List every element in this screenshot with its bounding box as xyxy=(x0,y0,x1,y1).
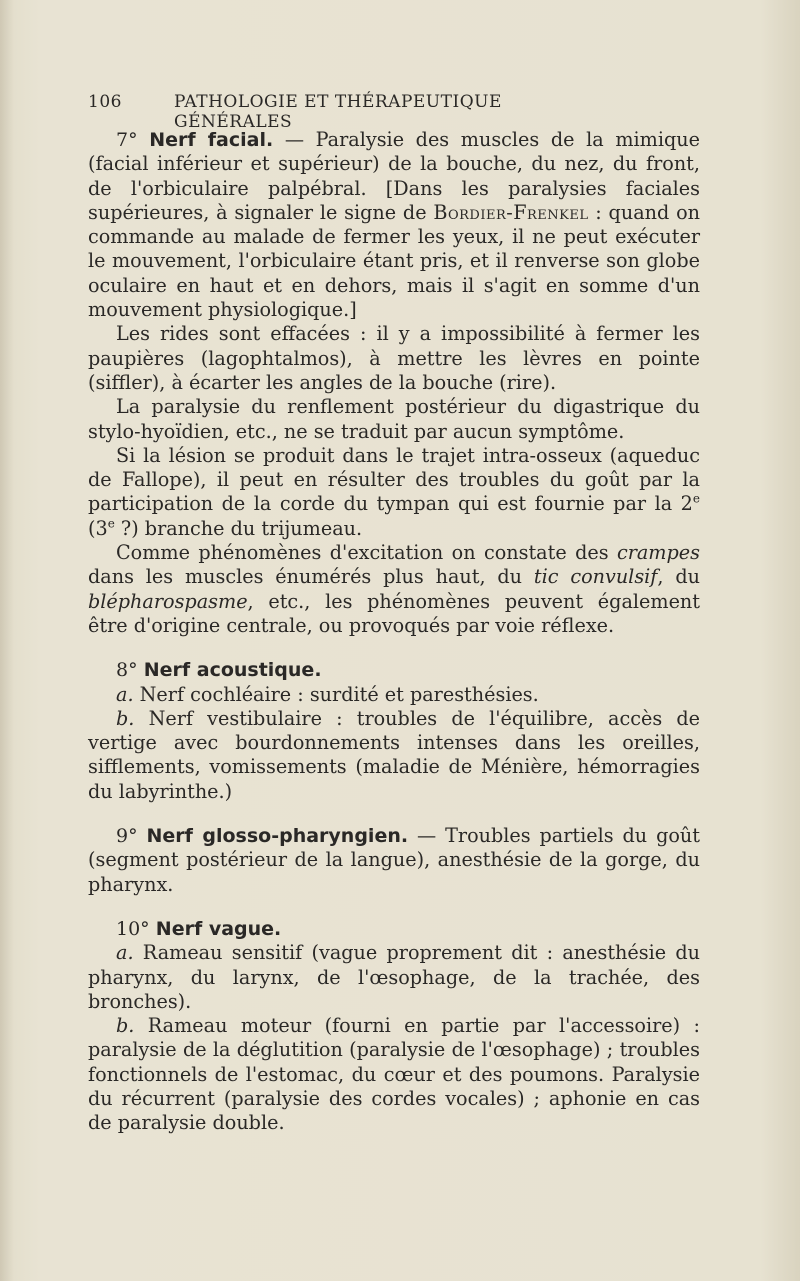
vagus-heading xyxy=(88,917,700,941)
item-label: a. xyxy=(116,682,134,706)
acoustic-item-b xyxy=(88,707,700,804)
italic-term: tic convulsif xyxy=(533,565,658,589)
vagus-item-a xyxy=(88,941,700,1014)
text-run: (3 xyxy=(88,516,108,540)
running-title: PATHOLOGIE ET THÉRAPEUTIQUE GÉNÉRALES xyxy=(174,92,502,132)
page-number: 106 xyxy=(88,92,122,112)
facial-paragraph-1 xyxy=(88,128,700,322)
author-name: Bordier-Frenkel xyxy=(433,200,589,224)
text-run: Si la lésion se produit dans le trajet intra-osseux (aqueduc de Fallope), il peut en résulter des troubles du goût par la participation de la corde du tympan qui est fournie par la 2 xyxy=(88,443,700,516)
superscript: e xyxy=(692,492,700,507)
text-run: Comme phénomènes d'excitation on constate des xyxy=(116,541,617,565)
section-title-vagus: Nerf vague. xyxy=(155,917,282,940)
item-label: b. xyxy=(116,1014,135,1038)
facial-paragraph-4 xyxy=(88,444,700,541)
section-title-acoustic: Nerf acoustique. xyxy=(143,659,322,682)
glossopharyngeal-paragraph xyxy=(88,824,700,897)
text-run: , etc., les phénomènes peuvent également être d'origine centrale, ou provoqués par voie réflexe. xyxy=(88,589,700,637)
section-title-glossopharyngeal: Nerf glosso-pharyngien. xyxy=(146,825,409,848)
text-run: dans les muscles énumérés plus haut, du xyxy=(88,565,534,589)
item-label: b. xyxy=(116,706,135,730)
facial-paragraph-3: La paralysie du renflement postérieur du digastrique du stylo-hyoïdien, etc., ne se traduit par aucun symptôme. xyxy=(88,395,700,443)
facial-paragraph-2: Les rides sont effacées : il y a impossibilité à fermer les paupières (lagophtalmos), à mettre les lèvres en pointe (siffler), à écarter les angles de la bouche (rire). xyxy=(88,322,700,394)
facial-paragraph-5 xyxy=(88,541,700,638)
text-run: : quand on commande au malade de fermer les yeux, il ne peut exécuter le mouvement, l'orbiculaire étant pris, et il renverse son globe oculaire en haut et en dehors, mais il s'agit en somme d'un mouvement physiologique.] xyxy=(88,200,700,322)
text-run: Rameau moteur (fourni en partie par l'accessoire) : paralysie de la déglutition (paralysie de l'œsophage) ; troubles fonctionnels de l'estomac, du cœur et des poumons. Paralysie du récurrent (paralysie des cordes vocales) ; aphonie en cas de paralysie double. xyxy=(88,1014,700,1135)
text-run: Nerf cochléaire : surdité et paresthésies. xyxy=(133,682,539,706)
text-run: — Paralysie des muscles de la mimique (facial inférieur et supérieur) de la bouche, du nez, du front, de l'orbiculaire palpébral. [Dans les paralysies faciales supérieures, à signaler le signe de xyxy=(88,128,700,224)
acoustic-heading xyxy=(88,658,700,682)
section-number: 9° xyxy=(116,825,138,848)
acoustic-item-a xyxy=(88,683,700,707)
text-run: , du xyxy=(657,565,700,589)
section-number: 10° xyxy=(116,917,150,940)
text-run: — Troubles partiels du goût (segment postérieur de la langue), anesthésie de la gorge, du pharynx. xyxy=(88,824,700,896)
text-run: Rameau sensitif (vague proprement dit : anesthésie du pharynx, du larynx, de l'œsophage, de la trachée, des bronches). xyxy=(88,941,700,1013)
italic-term: blépharospasme xyxy=(88,589,248,613)
item-label: a. xyxy=(116,941,134,965)
italic-term: crampes xyxy=(616,541,700,565)
body-text xyxy=(88,128,700,1136)
superscript: e xyxy=(107,516,115,531)
section-title-facial: Nerf facial. xyxy=(149,129,274,151)
text-run: Nerf vestibulaire : troubles de l'équilibre, accès de vertige avec bourdonnements intenses dans les oreilles, sifflements, vomissements (maladie de Ménière, hémorragies du labyrinthe.) xyxy=(88,706,700,803)
section-number: 7° xyxy=(116,129,138,151)
section-number: 8° xyxy=(116,659,138,682)
vagus-item-b xyxy=(88,1014,700,1135)
text-run: ?) branche du trijumeau. xyxy=(114,516,363,540)
